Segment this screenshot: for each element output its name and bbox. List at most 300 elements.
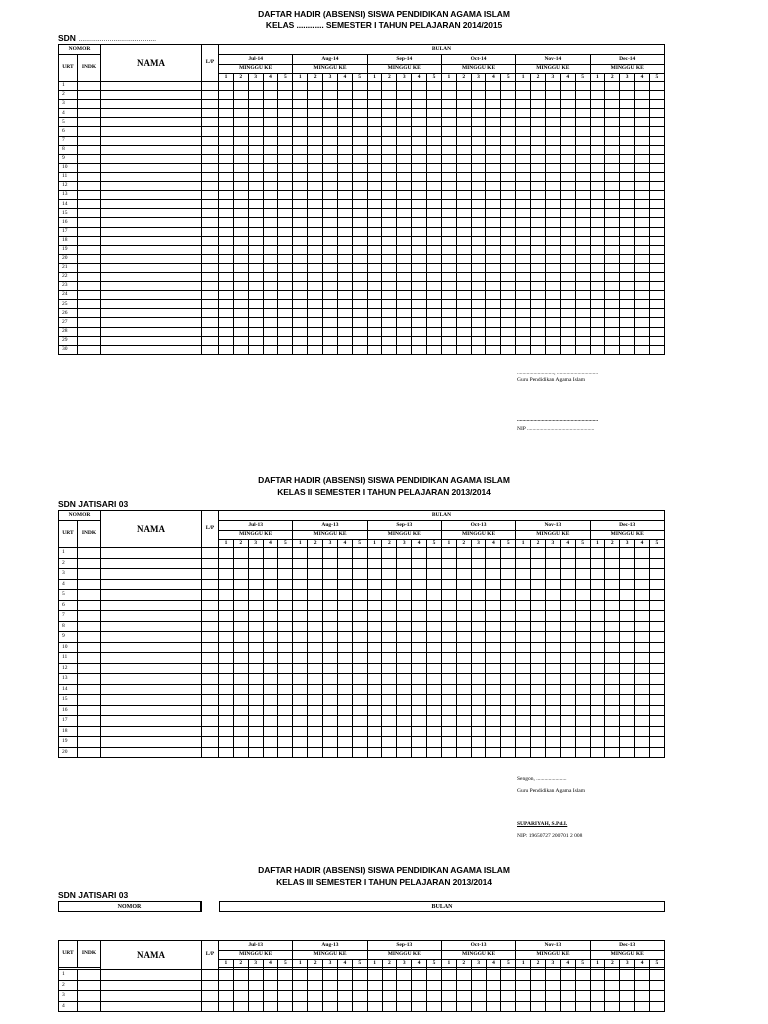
attendance-cell[interactable] bbox=[635, 548, 650, 559]
attendance-cell[interactable] bbox=[649, 663, 664, 674]
attendance-cell[interactable] bbox=[427, 569, 442, 580]
attendance-cell[interactable] bbox=[456, 632, 471, 643]
attendance-cell[interactable] bbox=[263, 747, 278, 758]
attendance-cell[interactable] bbox=[441, 300, 456, 309]
attendance-cell[interactable] bbox=[531, 336, 546, 345]
attendance-cell[interactable] bbox=[412, 218, 427, 227]
attendance-cell[interactable] bbox=[486, 136, 501, 145]
nama-cell[interactable] bbox=[101, 291, 202, 300]
attendance-cell[interactable] bbox=[293, 318, 308, 327]
attendance-cell[interactable] bbox=[649, 642, 664, 653]
attendance-cell[interactable] bbox=[337, 726, 352, 737]
attendance-cell[interactable] bbox=[516, 705, 531, 716]
nama-cell[interactable] bbox=[101, 611, 202, 622]
attendance-cell[interactable] bbox=[531, 82, 546, 91]
attendance-cell[interactable] bbox=[263, 218, 278, 227]
attendance-cell[interactable] bbox=[397, 291, 412, 300]
attendance-cell[interactable] bbox=[352, 191, 367, 200]
attendance-cell[interactable] bbox=[635, 291, 650, 300]
attendance-cell[interactable] bbox=[397, 991, 412, 1002]
attendance-cell[interactable] bbox=[397, 127, 412, 136]
lp-cell[interactable] bbox=[202, 327, 219, 336]
attendance-cell[interactable] bbox=[620, 695, 635, 706]
attendance-cell[interactable] bbox=[486, 254, 501, 263]
attendance-cell[interactable] bbox=[293, 291, 308, 300]
indk-cell[interactable] bbox=[78, 200, 101, 209]
attendance-cell[interactable] bbox=[219, 695, 234, 706]
attendance-cell[interactable] bbox=[486, 336, 501, 345]
indk-cell[interactable] bbox=[78, 218, 101, 227]
attendance-cell[interactable] bbox=[650, 1001, 665, 1012]
attendance-cell[interactable] bbox=[649, 318, 664, 327]
attendance-cell[interactable] bbox=[382, 336, 397, 345]
attendance-cell[interactable] bbox=[263, 91, 278, 100]
attendance-cell[interactable] bbox=[545, 980, 560, 991]
attendance-cell[interactable] bbox=[397, 263, 412, 272]
attendance-cell[interactable] bbox=[620, 254, 635, 263]
attendance-cell[interactable] bbox=[263, 600, 278, 611]
attendance-cell[interactable] bbox=[545, 254, 560, 263]
attendance-cell[interactable] bbox=[456, 716, 471, 727]
attendance-cell[interactable] bbox=[501, 282, 516, 291]
attendance-cell[interactable] bbox=[516, 558, 531, 569]
indk-cell[interactable] bbox=[78, 263, 101, 272]
attendance-cell[interactable] bbox=[486, 182, 501, 191]
attendance-cell[interactable] bbox=[382, 327, 397, 336]
attendance-cell[interactable] bbox=[352, 600, 367, 611]
lp-cell[interactable] bbox=[202, 970, 219, 981]
attendance-cell[interactable] bbox=[352, 136, 367, 145]
attendance-cell[interactable] bbox=[308, 970, 323, 981]
attendance-cell[interactable] bbox=[248, 632, 263, 643]
attendance-cell[interactable] bbox=[323, 558, 338, 569]
attendance-cell[interactable] bbox=[441, 245, 456, 254]
attendance-cell[interactable] bbox=[397, 82, 412, 91]
attendance-cell[interactable] bbox=[531, 991, 546, 1002]
attendance-cell[interactable] bbox=[219, 272, 234, 281]
attendance-cell[interactable] bbox=[352, 621, 367, 632]
attendance-cell[interactable] bbox=[545, 1001, 560, 1012]
attendance-cell[interactable] bbox=[501, 127, 516, 136]
attendance-cell[interactable] bbox=[412, 737, 427, 748]
attendance-cell[interactable] bbox=[605, 705, 620, 716]
attendance-cell[interactable] bbox=[456, 747, 471, 758]
attendance-cell[interactable] bbox=[427, 1001, 442, 1012]
attendance-cell[interactable] bbox=[590, 1001, 605, 1012]
nama-cell[interactable] bbox=[101, 218, 202, 227]
attendance-cell[interactable] bbox=[323, 600, 338, 611]
nama-cell[interactable] bbox=[101, 182, 202, 191]
indk-cell[interactable] bbox=[78, 191, 101, 200]
attendance-cell[interactable] bbox=[605, 569, 620, 580]
attendance-cell[interactable] bbox=[337, 642, 352, 653]
attendance-cell[interactable] bbox=[560, 653, 575, 664]
attendance-cell[interactable] bbox=[545, 569, 560, 580]
attendance-cell[interactable] bbox=[308, 558, 323, 569]
attendance-cell[interactable] bbox=[293, 621, 308, 632]
attendance-cell[interactable] bbox=[560, 245, 575, 254]
attendance-cell[interactable] bbox=[471, 980, 486, 991]
attendance-cell[interactable] bbox=[620, 191, 635, 200]
attendance-cell[interactable] bbox=[456, 309, 471, 318]
nama-cell[interactable] bbox=[101, 590, 202, 601]
attendance-cell[interactable] bbox=[248, 254, 263, 263]
attendance-cell[interactable] bbox=[412, 716, 427, 727]
attendance-cell[interactable] bbox=[590, 569, 605, 580]
attendance-cell[interactable] bbox=[219, 726, 234, 737]
attendance-cell[interactable] bbox=[531, 127, 546, 136]
indk-cell[interactable] bbox=[78, 716, 101, 727]
attendance-cell[interactable] bbox=[337, 558, 352, 569]
attendance-cell[interactable] bbox=[323, 705, 338, 716]
attendance-cell[interactable] bbox=[635, 590, 650, 601]
attendance-cell[interactable] bbox=[456, 980, 471, 991]
attendance-cell[interactable] bbox=[219, 309, 234, 318]
attendance-cell[interactable] bbox=[545, 100, 560, 109]
attendance-cell[interactable] bbox=[427, 245, 442, 254]
attendance-cell[interactable] bbox=[471, 579, 486, 590]
lp-cell[interactable] bbox=[202, 642, 219, 653]
attendance-cell[interactable] bbox=[620, 600, 635, 611]
attendance-cell[interactable] bbox=[367, 663, 382, 674]
attendance-cell[interactable] bbox=[575, 600, 590, 611]
attendance-cell[interactable] bbox=[308, 91, 323, 100]
lp-cell[interactable] bbox=[202, 300, 219, 309]
attendance-cell[interactable] bbox=[427, 291, 442, 300]
attendance-cell[interactable] bbox=[456, 1001, 471, 1012]
attendance-cell[interactable] bbox=[545, 291, 560, 300]
attendance-cell[interactable] bbox=[233, 145, 248, 154]
attendance-cell[interactable] bbox=[575, 345, 590, 354]
attendance-cell[interactable] bbox=[219, 1001, 234, 1012]
attendance-cell[interactable] bbox=[649, 705, 664, 716]
nama-cell[interactable] bbox=[101, 154, 202, 163]
lp-cell[interactable] bbox=[202, 218, 219, 227]
attendance-cell[interactable] bbox=[456, 154, 471, 163]
attendance-cell[interactable] bbox=[560, 674, 575, 685]
attendance-cell[interactable] bbox=[397, 569, 412, 580]
attendance-cell[interactable] bbox=[441, 145, 456, 154]
attendance-cell[interactable] bbox=[486, 695, 501, 706]
attendance-cell[interactable] bbox=[649, 291, 664, 300]
attendance-cell[interactable] bbox=[501, 227, 516, 236]
attendance-cell[interactable] bbox=[412, 254, 427, 263]
attendance-cell[interactable] bbox=[308, 191, 323, 200]
attendance-cell[interactable] bbox=[233, 227, 248, 236]
attendance-cell[interactable] bbox=[219, 282, 234, 291]
indk-cell[interactable] bbox=[78, 254, 101, 263]
attendance-cell[interactable] bbox=[412, 558, 427, 569]
attendance-cell[interactable] bbox=[278, 590, 293, 601]
attendance-cell[interactable] bbox=[382, 109, 397, 118]
attendance-cell[interactable] bbox=[560, 109, 575, 118]
attendance-cell[interactable] bbox=[248, 705, 263, 716]
attendance-cell[interactable] bbox=[590, 218, 605, 227]
attendance-cell[interactable] bbox=[575, 590, 590, 601]
attendance-cell[interactable] bbox=[560, 172, 575, 181]
attendance-cell[interactable] bbox=[352, 200, 367, 209]
attendance-cell[interactable] bbox=[337, 674, 352, 685]
attendance-cell[interactable] bbox=[575, 621, 590, 632]
attendance-cell[interactable] bbox=[471, 209, 486, 218]
attendance-cell[interactable] bbox=[605, 182, 620, 191]
lp-cell[interactable] bbox=[202, 705, 219, 716]
attendance-cell[interactable] bbox=[516, 684, 531, 695]
attendance-cell[interactable] bbox=[545, 548, 560, 559]
attendance-cell[interactable] bbox=[486, 621, 501, 632]
attendance-cell[interactable] bbox=[308, 200, 323, 209]
attendance-cell[interactable] bbox=[367, 309, 382, 318]
attendance-cell[interactable] bbox=[382, 726, 397, 737]
attendance-cell[interactable] bbox=[471, 558, 486, 569]
attendance-cell[interactable] bbox=[412, 747, 427, 758]
attendance-cell[interactable] bbox=[605, 695, 620, 706]
attendance-cell[interactable] bbox=[590, 200, 605, 209]
attendance-cell[interactable] bbox=[248, 200, 263, 209]
attendance-cell[interactable] bbox=[293, 127, 308, 136]
attendance-cell[interactable] bbox=[293, 182, 308, 191]
attendance-cell[interactable] bbox=[620, 579, 635, 590]
attendance-cell[interactable] bbox=[263, 272, 278, 281]
attendance-cell[interactable] bbox=[605, 191, 620, 200]
attendance-cell[interactable] bbox=[486, 309, 501, 318]
attendance-cell[interactable] bbox=[248, 642, 263, 653]
attendance-cell[interactable] bbox=[545, 118, 560, 127]
attendance-cell[interactable] bbox=[219, 136, 234, 145]
attendance-cell[interactable] bbox=[516, 172, 531, 181]
attendance-cell[interactable] bbox=[219, 600, 234, 611]
attendance-cell[interactable] bbox=[545, 163, 560, 172]
attendance-cell[interactable] bbox=[323, 136, 338, 145]
attendance-cell[interactable] bbox=[471, 642, 486, 653]
attendance-cell[interactable] bbox=[486, 118, 501, 127]
attendance-cell[interactable] bbox=[456, 163, 471, 172]
attendance-cell[interactable] bbox=[650, 980, 665, 991]
attendance-cell[interactable] bbox=[486, 548, 501, 559]
attendance-cell[interactable] bbox=[293, 569, 308, 580]
lp-cell[interactable] bbox=[202, 663, 219, 674]
attendance-cell[interactable] bbox=[367, 318, 382, 327]
attendance-cell[interactable] bbox=[471, 309, 486, 318]
attendance-cell[interactable] bbox=[605, 282, 620, 291]
attendance-cell[interactable] bbox=[427, 705, 442, 716]
attendance-cell[interactable] bbox=[456, 726, 471, 737]
attendance-cell[interactable] bbox=[427, 227, 442, 236]
attendance-cell[interactable] bbox=[560, 327, 575, 336]
attendance-cell[interactable] bbox=[248, 172, 263, 181]
attendance-cell[interactable] bbox=[293, 154, 308, 163]
attendance-cell[interactable] bbox=[649, 91, 664, 100]
attendance-cell[interactable] bbox=[263, 227, 278, 236]
attendance-cell[interactable] bbox=[471, 970, 486, 981]
attendance-cell[interactable] bbox=[263, 632, 278, 643]
attendance-cell[interactable] bbox=[650, 991, 665, 1002]
attendance-cell[interactable] bbox=[367, 600, 382, 611]
attendance-cell[interactable] bbox=[263, 291, 278, 300]
attendance-cell[interactable] bbox=[382, 621, 397, 632]
attendance-cell[interactable] bbox=[263, 336, 278, 345]
attendance-cell[interactable] bbox=[441, 684, 456, 695]
attendance-cell[interactable] bbox=[545, 705, 560, 716]
attendance-cell[interactable] bbox=[456, 674, 471, 685]
attendance-cell[interactable] bbox=[456, 737, 471, 748]
attendance-cell[interactable] bbox=[337, 695, 352, 706]
lp-cell[interactable] bbox=[202, 318, 219, 327]
attendance-cell[interactable] bbox=[441, 621, 456, 632]
attendance-cell[interactable] bbox=[382, 100, 397, 109]
attendance-cell[interactable] bbox=[337, 653, 352, 664]
attendance-cell[interactable] bbox=[441, 118, 456, 127]
attendance-cell[interactable] bbox=[397, 726, 412, 737]
attendance-cell[interactable] bbox=[441, 82, 456, 91]
attendance-cell[interactable] bbox=[620, 109, 635, 118]
lp-cell[interactable] bbox=[202, 254, 219, 263]
attendance-cell[interactable] bbox=[397, 254, 412, 263]
attendance-cell[interactable] bbox=[248, 318, 263, 327]
attendance-cell[interactable] bbox=[397, 300, 412, 309]
attendance-cell[interactable] bbox=[575, 191, 590, 200]
attendance-cell[interactable] bbox=[427, 209, 442, 218]
attendance-cell[interactable] bbox=[531, 318, 546, 327]
attendance-cell[interactable] bbox=[412, 345, 427, 354]
attendance-cell[interactable] bbox=[590, 309, 605, 318]
attendance-cell[interactable] bbox=[441, 291, 456, 300]
attendance-cell[interactable] bbox=[397, 684, 412, 695]
attendance-cell[interactable] bbox=[649, 632, 664, 643]
attendance-cell[interactable] bbox=[649, 548, 664, 559]
indk-cell[interactable] bbox=[78, 747, 101, 758]
attendance-cell[interactable] bbox=[382, 1001, 397, 1012]
attendance-cell[interactable] bbox=[219, 663, 234, 674]
attendance-cell[interactable] bbox=[575, 716, 590, 727]
attendance-cell[interactable] bbox=[427, 695, 442, 706]
attendance-cell[interactable] bbox=[412, 642, 427, 653]
attendance-cell[interactable] bbox=[441, 600, 456, 611]
attendance-cell[interactable] bbox=[501, 621, 516, 632]
attendance-cell[interactable] bbox=[471, 600, 486, 611]
attendance-cell[interactable] bbox=[501, 747, 516, 758]
attendance-cell[interactable] bbox=[649, 209, 664, 218]
attendance-cell[interactable] bbox=[590, 621, 605, 632]
attendance-cell[interactable] bbox=[397, 336, 412, 345]
attendance-cell[interactable] bbox=[219, 327, 234, 336]
attendance-cell[interactable] bbox=[575, 991, 590, 1002]
attendance-cell[interactable] bbox=[486, 218, 501, 227]
attendance-cell[interactable] bbox=[427, 182, 442, 191]
attendance-cell[interactable] bbox=[590, 327, 605, 336]
attendance-cell[interactable] bbox=[545, 336, 560, 345]
attendance-cell[interactable] bbox=[441, 327, 456, 336]
attendance-cell[interactable] bbox=[501, 136, 516, 145]
attendance-cell[interactable] bbox=[427, 684, 442, 695]
attendance-cell[interactable] bbox=[635, 82, 650, 91]
attendance-cell[interactable] bbox=[427, 611, 442, 622]
attendance-cell[interactable] bbox=[323, 154, 338, 163]
attendance-cell[interactable] bbox=[248, 590, 263, 601]
attendance-cell[interactable] bbox=[649, 218, 664, 227]
attendance-cell[interactable] bbox=[352, 100, 367, 109]
attendance-cell[interactable] bbox=[590, 579, 605, 590]
attendance-cell[interactable] bbox=[605, 154, 620, 163]
attendance-cell[interactable] bbox=[649, 695, 664, 706]
attendance-cell[interactable] bbox=[516, 227, 531, 236]
attendance-cell[interactable] bbox=[560, 300, 575, 309]
attendance-cell[interactable] bbox=[441, 579, 456, 590]
attendance-cell[interactable] bbox=[427, 100, 442, 109]
attendance-cell[interactable] bbox=[486, 345, 501, 354]
attendance-cell[interactable] bbox=[649, 172, 664, 181]
indk-cell[interactable] bbox=[78, 309, 101, 318]
attendance-cell[interactable] bbox=[471, 91, 486, 100]
attendance-cell[interactable] bbox=[545, 579, 560, 590]
attendance-cell[interactable] bbox=[233, 191, 248, 200]
attendance-cell[interactable] bbox=[590, 726, 605, 737]
attendance-cell[interactable] bbox=[427, 653, 442, 664]
attendance-cell[interactable] bbox=[263, 254, 278, 263]
attendance-cell[interactable] bbox=[219, 263, 234, 272]
attendance-cell[interactable] bbox=[397, 705, 412, 716]
attendance-cell[interactable] bbox=[456, 695, 471, 706]
attendance-cell[interactable] bbox=[635, 309, 650, 318]
attendance-cell[interactable] bbox=[382, 653, 397, 664]
attendance-cell[interactable] bbox=[575, 182, 590, 191]
attendance-cell[interactable] bbox=[323, 245, 338, 254]
attendance-cell[interactable] bbox=[456, 127, 471, 136]
attendance-cell[interactable] bbox=[501, 309, 516, 318]
attendance-cell[interactable] bbox=[501, 300, 516, 309]
attendance-cell[interactable] bbox=[323, 127, 338, 136]
attendance-cell[interactable] bbox=[278, 209, 293, 218]
attendance-cell[interactable] bbox=[397, 674, 412, 685]
attendance-cell[interactable] bbox=[219, 747, 234, 758]
attendance-cell[interactable] bbox=[531, 91, 546, 100]
attendance-cell[interactable] bbox=[323, 726, 338, 737]
attendance-cell[interactable] bbox=[605, 109, 620, 118]
attendance-cell[interactable] bbox=[620, 653, 635, 664]
attendance-cell[interactable] bbox=[397, 590, 412, 601]
attendance-cell[interactable] bbox=[575, 1001, 590, 1012]
attendance-cell[interactable] bbox=[248, 1001, 263, 1012]
attendance-cell[interactable] bbox=[545, 172, 560, 181]
attendance-cell[interactable] bbox=[471, 318, 486, 327]
attendance-cell[interactable] bbox=[308, 218, 323, 227]
attendance-cell[interactable] bbox=[278, 1001, 293, 1012]
attendance-cell[interactable] bbox=[412, 100, 427, 109]
attendance-cell[interactable] bbox=[545, 272, 560, 281]
attendance-cell[interactable] bbox=[471, 569, 486, 580]
attendance-cell[interactable] bbox=[367, 191, 382, 200]
attendance-cell[interactable] bbox=[323, 632, 338, 643]
attendance-cell[interactable] bbox=[456, 600, 471, 611]
attendance-cell[interactable] bbox=[516, 300, 531, 309]
attendance-cell[interactable] bbox=[263, 991, 278, 1002]
attendance-cell[interactable] bbox=[635, 579, 650, 590]
attendance-cell[interactable] bbox=[441, 590, 456, 601]
lp-cell[interactable] bbox=[202, 684, 219, 695]
attendance-cell[interactable] bbox=[263, 737, 278, 748]
lp-cell[interactable] bbox=[202, 1001, 219, 1012]
attendance-cell[interactable] bbox=[352, 980, 367, 991]
attendance-cell[interactable] bbox=[278, 118, 293, 127]
attendance-cell[interactable] bbox=[323, 309, 338, 318]
attendance-cell[interactable] bbox=[456, 327, 471, 336]
attendance-cell[interactable] bbox=[352, 109, 367, 118]
nama-cell[interactable] bbox=[101, 309, 202, 318]
attendance-cell[interactable] bbox=[575, 263, 590, 272]
attendance-cell[interactable] bbox=[635, 980, 650, 991]
attendance-cell[interactable] bbox=[471, 653, 486, 664]
attendance-cell[interactable] bbox=[649, 684, 664, 695]
